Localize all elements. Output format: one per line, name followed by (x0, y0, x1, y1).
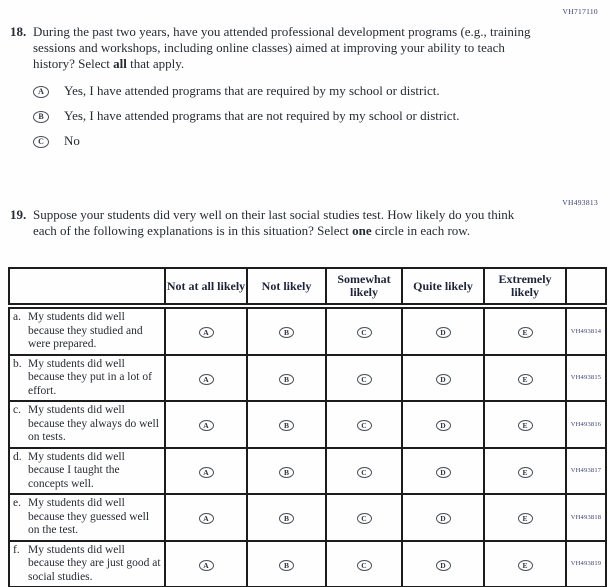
row-statement: My students did well because they are just good at social studies. (28, 543, 161, 583)
row-item-code: VH493819 (566, 541, 606, 587)
answer-bubble[interactable]: D (436, 374, 451, 385)
cell-f-extremely (484, 541, 566, 587)
question-18-text-part1: During the past two years, have you attended professional development programs (e.g., training sessions and workshops, including online classes) aimed at improving your ability to teach history? Select (33, 24, 531, 71)
question-18-text-part2: that apply. (126, 56, 185, 71)
likelihood-matrix-table (8, 267, 607, 587)
answer-bubble[interactable]: B (279, 560, 294, 571)
cell-c-not-at-all (165, 401, 247, 448)
answer-bubble[interactable]: C (357, 327, 372, 338)
row-item-code: VH493814 (566, 306, 606, 355)
row-item-code: VH493817 (566, 448, 606, 495)
answer-bubble[interactable]: B (279, 327, 294, 338)
cell-b-quite (402, 355, 484, 402)
answer-bubble[interactable]: E (518, 513, 533, 524)
answer-bubble-c[interactable]: C (33, 136, 49, 148)
header-not-likely: Not likely (247, 268, 326, 306)
answer-bubble[interactable]: B (279, 513, 294, 524)
row-item-code: VH493818 (566, 494, 606, 541)
cell-c-not-likely (247, 401, 326, 448)
answer-bubble[interactable]: D (436, 513, 451, 524)
answer-bubble[interactable]: E (518, 374, 533, 385)
row-statement: My students did well because they guessed well on the test. (28, 497, 150, 536)
cell-e-quite (402, 494, 484, 541)
cell-b-somewhat (326, 355, 402, 402)
option-label-a: Yes, I have attended programs that are required by my school or district. (64, 83, 440, 98)
row-letter: f. (13, 543, 20, 556)
question-19-text-part2: circle in each row. (371, 223, 471, 238)
row-letter: a. (13, 311, 21, 323)
question-19-number: 19. (10, 207, 27, 222)
cell-c-somewhat (326, 401, 402, 448)
cell-a-somewhat (326, 306, 402, 355)
answer-bubble[interactable]: A (199, 420, 214, 431)
question-19-text (33, 207, 538, 239)
answer-bubble[interactable]: E (518, 327, 533, 338)
cell-d-somewhat (326, 448, 402, 495)
row-statement: My students did well because they studied and were prepared. (28, 311, 143, 350)
answer-bubble[interactable]: E (518, 420, 533, 431)
statement-cell-e (9, 494, 165, 541)
answer-bubble[interactable]: C (357, 420, 372, 431)
answer-bubble-b[interactable]: B (33, 111, 49, 123)
cell-b-not-likely (247, 355, 326, 402)
cell-d-not-likely (247, 448, 326, 495)
statement-cell-a (9, 306, 165, 355)
question-18 (10, 24, 538, 149)
table-row-d (9, 448, 606, 495)
answer-bubble[interactable]: E (518, 560, 533, 571)
answer-bubble[interactable]: D (436, 467, 451, 478)
row-letter: e. (13, 497, 21, 509)
cell-a-quite (402, 306, 484, 355)
row-item-code: VH493816 (566, 401, 606, 448)
question-19 (10, 207, 538, 239)
answer-bubble[interactable]: D (436, 420, 451, 431)
option-row-a (33, 83, 538, 99)
cell-d-not-at-all (165, 448, 247, 495)
cell-e-extremely (484, 494, 566, 541)
answer-bubble[interactable]: A (199, 327, 214, 338)
question-18-item-code: VH717110 (562, 7, 598, 16)
statement-cell-f (9, 541, 165, 587)
question-18-bold-word: all (113, 56, 127, 71)
cell-f-somewhat (326, 541, 402, 587)
table-row-b (9, 355, 606, 402)
answer-bubble[interactable]: A (199, 374, 214, 385)
cell-e-not-at-all (165, 494, 247, 541)
question-18-number: 18. (10, 24, 27, 39)
header-empty-statement (9, 268, 165, 306)
option-label-c: No (64, 133, 80, 148)
cell-f-not-at-all (165, 541, 247, 587)
question-18-options (33, 83, 538, 149)
question-19-text-part1: Suppose your students did very well on their last social studies test. How likely do you think each of the following explanations is in this situation? Select (33, 207, 515, 238)
answer-bubble-a[interactable]: A (33, 86, 49, 98)
question-18-text (33, 24, 538, 72)
cell-c-extremely (484, 401, 566, 448)
cell-a-extremely (484, 306, 566, 355)
cell-b-not-at-all (165, 355, 247, 402)
cell-d-extremely (484, 448, 566, 495)
option-row-c (33, 133, 538, 149)
answer-bubble[interactable]: A (199, 467, 214, 478)
statement-cell-b (9, 355, 165, 402)
answer-bubble[interactable]: C (357, 467, 372, 478)
option-label-b: Yes, I have attended programs that are not required by my school or district. (64, 108, 460, 123)
answer-bubble[interactable]: A (199, 513, 214, 524)
cell-b-extremely (484, 355, 566, 402)
answer-bubble[interactable]: D (436, 560, 451, 571)
header-quite-likely: Quite likely (402, 268, 484, 306)
answer-bubble[interactable]: B (279, 467, 294, 478)
table-row-e (9, 494, 606, 541)
cell-f-not-likely (247, 541, 326, 587)
header-extremely-likely: Extremely likely (484, 268, 566, 306)
answer-bubble[interactable]: E (518, 467, 533, 478)
answer-bubble[interactable]: B (279, 374, 294, 385)
cell-f-quite (402, 541, 484, 587)
row-letter: b. (13, 357, 22, 370)
answer-bubble[interactable]: C (357, 374, 372, 385)
row-item-code: VH493815 (566, 355, 606, 402)
cell-c-quite (402, 401, 484, 448)
cell-d-quite (402, 448, 484, 495)
table-row-a (9, 306, 606, 355)
header-not-at-all-likely: Not at all likely (165, 268, 247, 306)
table-row-f (9, 541, 606, 587)
statement-cell-c (9, 401, 165, 448)
header-empty-code (566, 268, 606, 306)
answer-bubble[interactable]: B (279, 420, 294, 431)
option-row-b (33, 108, 538, 124)
row-letter: c. (13, 404, 21, 416)
row-statement: My students did well because they put in a lot of effort. (28, 357, 152, 397)
question-19-item-code: VH493813 (562, 198, 598, 207)
table-row-c (9, 401, 606, 448)
question-19-bold-word: one (352, 223, 372, 238)
cell-e-somewhat (326, 494, 402, 541)
answer-bubble[interactable]: C (357, 513, 372, 524)
answer-bubble[interactable]: D (436, 327, 451, 338)
answer-bubble[interactable]: C (357, 560, 372, 571)
row-letter: d. (13, 450, 22, 463)
statement-cell-d (9, 448, 165, 495)
header-somewhat-likely: Somewhat likely (326, 268, 402, 306)
answer-bubble[interactable]: A (199, 560, 214, 571)
cell-a-not-at-all (165, 306, 247, 355)
cell-a-not-likely (247, 306, 326, 355)
row-statement: My students did well because they always do well on tests. (28, 404, 159, 443)
row-statement: My students did well because I taught the concepts well. (28, 450, 125, 490)
cell-e-not-likely (247, 494, 326, 541)
table-header-row (9, 268, 606, 306)
